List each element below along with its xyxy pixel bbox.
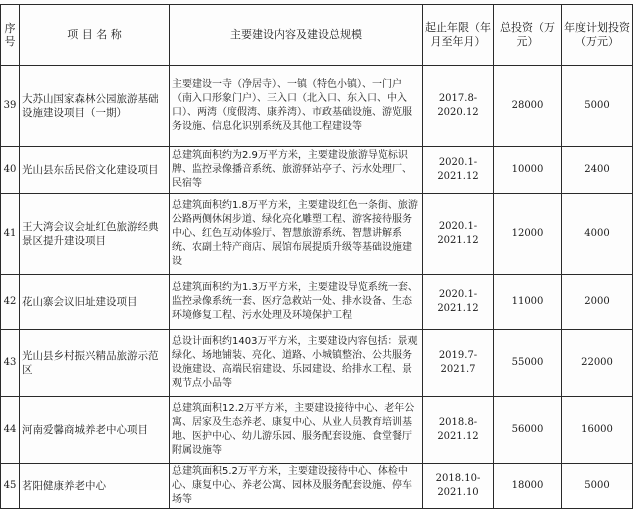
row-total: 10000	[494, 147, 562, 194]
table-row	[1, 397, 633, 464]
row-total: 28000	[494, 66, 562, 147]
header-content: 主要建设内容及建设总规模	[170, 5, 423, 66]
row-period: 2017.8-2020.12	[423, 66, 494, 147]
header-total: 总投资（万元）	[494, 5, 562, 66]
table-row	[1, 275, 633, 330]
row-total: 55000	[494, 330, 562, 397]
row-content: 总设计面积约1403万平方米，主要建设内容包括：景观绿化、场地铺装、亮化、道路、小城镇整治、公共服务设施建设、高端民宿建设、乐园建设、给排水工程、景观节点小品等	[170, 330, 423, 397]
table-header-row	[1, 5, 633, 66]
row-annual: 2400	[562, 147, 633, 194]
row-total: 12000	[494, 194, 562, 275]
row-content: 总建筑面积5.2万平方米，主要建设接待中心、体检中心、康复中心、养老公寓、园林及服务配套设施、停车场等	[170, 464, 423, 509]
row-name: 王大湾会议会址红色旅游经典景区提升建设项目	[20, 194, 170, 275]
table-row	[1, 147, 633, 194]
row-total: 56000	[494, 397, 562, 464]
row-content: 总建筑面积约1.8万平方米，主要建设红色一条街、旅游公路两侧休闲步道、绿化亮化雕塑工程、游客接待服务中心、红色互动体验厅、智慧旅游系统、智慧讲解系统、农副土特产商店、展馆布展提质升级等基础设施建设	[170, 194, 423, 275]
row-content: 总建筑面积约为2.9万平方米，主要建设旅游导览标识牌、监控录像播音系统、旅游驿站亭子、污水处理厂、民宿等	[170, 147, 423, 194]
row-name: 光山县东岳民俗文化建设项目	[20, 147, 170, 194]
row-name: 花山寨会议旧址建设项目	[20, 275, 170, 330]
row-no: 40	[1, 147, 20, 194]
row-period: 2018.8-2021.12	[423, 397, 494, 464]
row-total: 11000	[494, 275, 562, 330]
row-annual: 5000	[562, 464, 633, 509]
header-no: 序号	[1, 5, 20, 66]
row-period: 2018.10-2021.10	[423, 464, 494, 509]
table-row	[1, 330, 633, 397]
row-annual: 4000	[562, 194, 633, 275]
row-content: 总建筑面积12.2万平方米，主要建设接待中心、老年公寓、居家及生态养老、康复中心、从业人员教育培训基地、医护中心、幼儿游乐园、服务配套设施、食堂餐厅附属设施等	[170, 397, 423, 464]
row-content: 总建筑面积约为1.3万平方米，主要建设导览系统一套、监控录像系统一套、医疗急救站一处、排水设备、生态环境修复工程、污水处理及环境保护工程	[170, 275, 423, 330]
row-period: 2020.1-2021.12	[423, 275, 494, 330]
row-period: 2020.1-2021.12	[423, 194, 494, 275]
table-row	[1, 66, 633, 147]
table-row	[1, 464, 633, 509]
row-annual: 2000	[562, 275, 633, 330]
row-period: 2019.7-2021.7	[423, 330, 494, 397]
row-annual: 16000	[562, 397, 633, 464]
row-name: 河南爱馨商城养老中心项目	[20, 397, 170, 464]
row-annual: 22000	[562, 330, 633, 397]
row-no: 45	[1, 464, 20, 509]
project-table	[0, 4, 633, 509]
header-name: 项 目 名 称	[20, 5, 170, 66]
row-name: 茗阳健康养老中心	[20, 464, 170, 509]
row-period: 2020.1-2021.12	[423, 147, 494, 194]
header-annual: 年度计划投资（万元）	[562, 5, 633, 66]
row-total: 18000	[494, 464, 562, 509]
row-name: 大苏山国家森林公园旅游基础设施建设项目（一期）	[20, 66, 170, 147]
row-no: 39	[1, 66, 20, 147]
row-content: 主要建设一寺（净居寺）、一镇（特色小镇）、一门户（南入口形象门户）、三入口（北入口、东入口、中入口）、两湾（度假湾、康养湾）、市政基础设施、游览服务设施、信息化识别系统及其他工程建设等	[170, 66, 423, 147]
row-no: 42	[1, 275, 20, 330]
row-no: 41	[1, 194, 20, 275]
row-annual: 5000	[562, 66, 633, 147]
header-period: 起止年限（年月至年月）	[423, 5, 494, 66]
row-no: 44	[1, 397, 20, 464]
table-row	[1, 194, 633, 275]
row-no: 43	[1, 330, 20, 397]
row-name: 光山县乡村振兴精品旅游示范区	[20, 330, 170, 397]
